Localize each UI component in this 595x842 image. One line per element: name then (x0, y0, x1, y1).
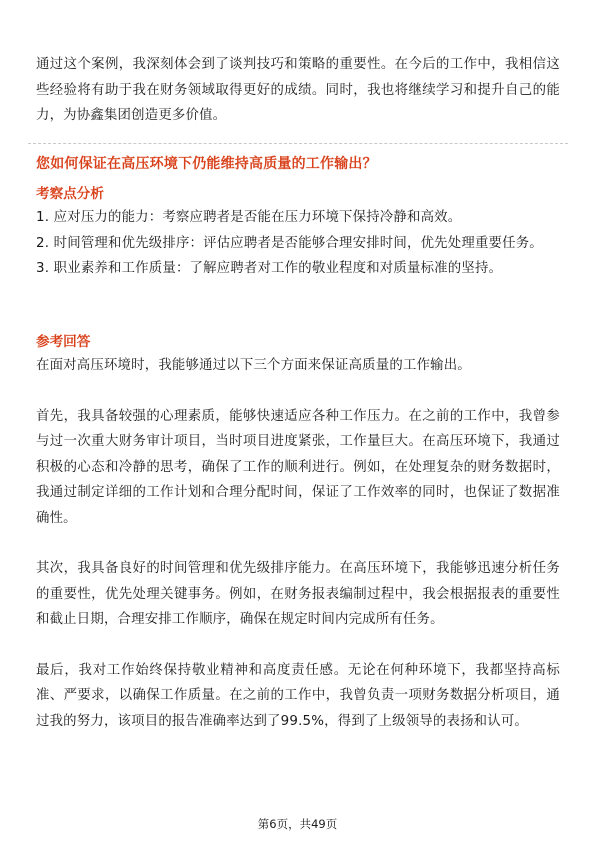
paragraph-spacer (36, 379, 560, 404)
answer-section (36, 331, 560, 734)
intro-section (36, 52, 560, 129)
answer-paragraph-3: 其次，我具备良好的时间管理和优先级排序能力。在高压环境下，我能够迅速分析任务的重要性，优先处理关键事务。例如，在财务报表编制过程中，我会根据报表的重要性和截止日期，合理安排工作顺序，确保在规定时间内完成所有任务。 (36, 561, 560, 627)
answer-heading: 参考回答 (36, 334, 91, 350)
question-title: 您如何保证在高压环境下仍能维持高质量的工作输出？ (36, 156, 377, 172)
answer-paragraph-2: 首先，我具备较强的心理素质，能够快速适应各种工作压力。在之前的工作中，我曾参与过一次重大财务审计项目，当时项目进度紧张，工作量巨大。在高压环境下，我通过积极的心态和冷静的思考，确保了工作的顺利进行。例如，在处理复杂的财务数据时，我通过制定详细的工作计划和合理分配时间，保证了工作效率的同时，也保证了数据准确性。 (36, 408, 560, 526)
analysis-heading: 考察点分析 (36, 186, 104, 202)
answer-paragraph-4: 最后，我对工作始终保持敬业精神和高度责任感。无论在何种环境下，我都坚持高标准、严要求，以确保工作质量。在之前的工作中，我曾负责一项财务数据分析项目，通过我的努力，该项目的报告准确率达到了99.5%，得到了上级领导的表扬和认可。 (36, 662, 560, 729)
answer-paragraph-1: 在面对高压环境时，我能够通过以下三个方面来保证高质量的工作输出。 (36, 358, 471, 373)
analysis-section (36, 183, 560, 282)
paragraph-spacer (36, 531, 560, 556)
section-divider (28, 143, 568, 144)
analysis-item-2: 2. 时间管理和优先级排序：评估应聘者是否能够合理安排时间，优先处理重要任务。 (36, 235, 543, 251)
page-number: 第6页，共49页 (257, 817, 338, 831)
analysis-item-1: 1. 应对压力的能力：考察应聘者是否能在压力环境下保持冷静和高效。 (36, 210, 462, 225)
paragraph-spacer (36, 633, 560, 658)
analysis-item-3: 3. 职业素养和工作质量：了解应聘者对工作的敬业程度和对质量标准的坚持。 (36, 261, 503, 276)
intro-paragraph: 通过这个案例，我深刻体会到了谈判技巧和策略的重要性。在今后的工作中，我相信这些经验将有助于我在财务领域取得更好的成绩。同时，我也将继续学习和提升自己的能力，为协鑫集团创造更多价值。 (36, 57, 560, 123)
